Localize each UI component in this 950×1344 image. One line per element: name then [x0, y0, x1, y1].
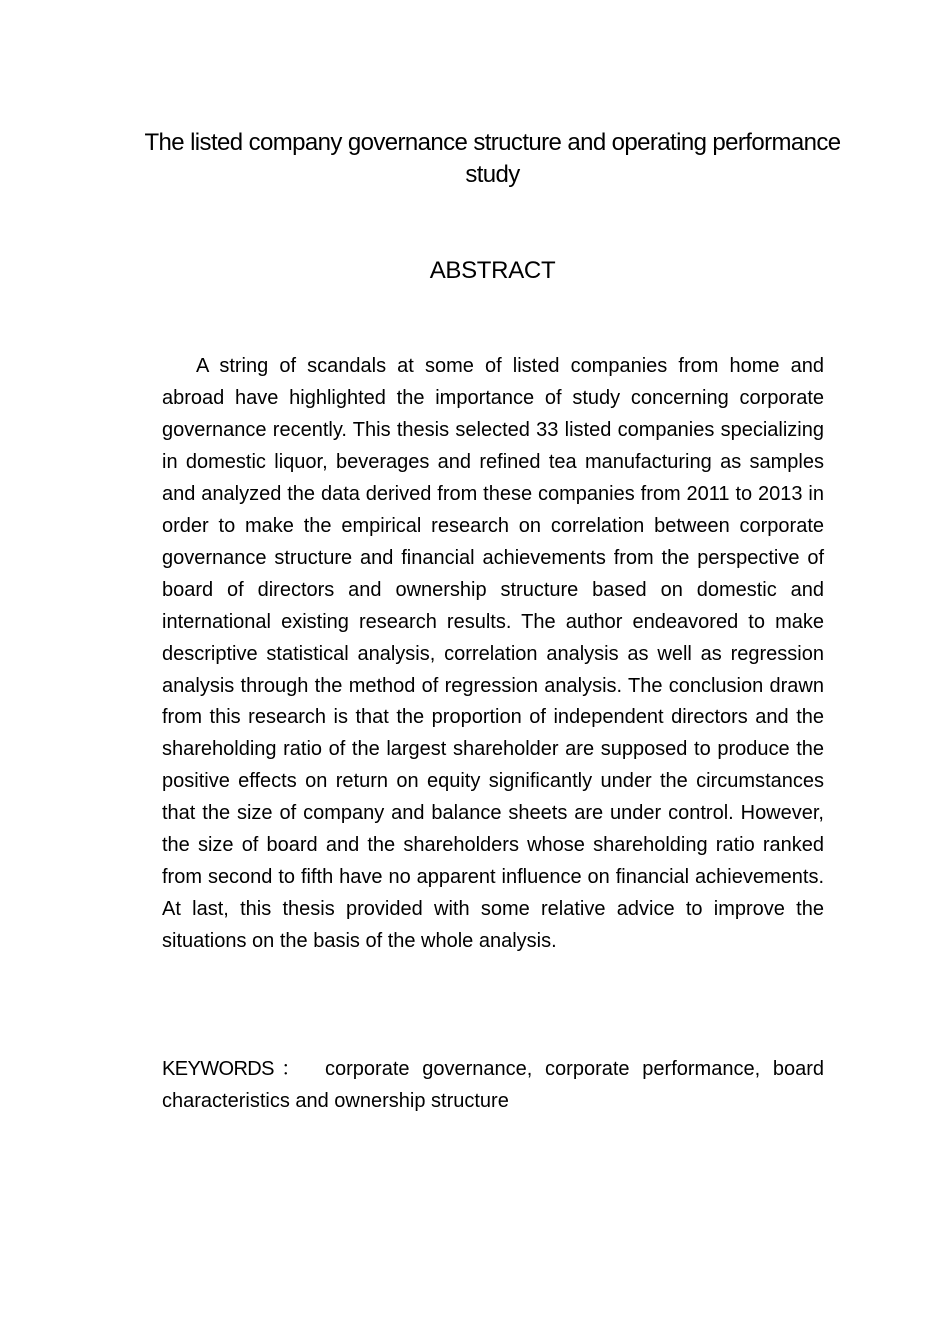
keywords-text: corporate governance, corporate performance, board characteristics and ownership structure: [162, 1058, 825, 1112]
abstract-heading: ABSTRACT: [429, 257, 556, 284]
keywords-label: KEYWORDS: [162, 1058, 274, 1080]
keywords-separator: ：: [273, 1058, 309, 1080]
abstract-body: A string of scandals at some of listed companies from home and abroad have highlighted the importance of study concerning corporate governance recently. This thesis selected 33 listed companies specializing in domestic liquor, beverages and refined tea manufacturing as samples and analyzed the data derived from these companies from 2011 to 2013 in order to make the empirical research on correlation between corporate governance structure and financial achievements from the perspective of board of directors and ownership structure based on domestic and international existing research results. The author endeavored to make descriptive statistical analysis, correlation analysis as well as regression analysis through the method of regression analysis. The conclusion drawn from this research is that the proportion of independent directors and the shareholding ratio of the largest shareholder are supposed to produce the positive effects on return on equity significantly under the circumstances that the size of company and balance sheets are under control. However, the size of board and the shareholders whose shareholding ratio ranked from second to fifth have no apparent influence on financial achievements. At last, this thesis provided with some relative advice to improve the situations on the basis of the whole analysis.: [162, 355, 824, 953]
keywords-paragraph: [162, 1054, 824, 1118]
document-title: The listed company governance structure and operating performance study: [144, 129, 841, 188]
